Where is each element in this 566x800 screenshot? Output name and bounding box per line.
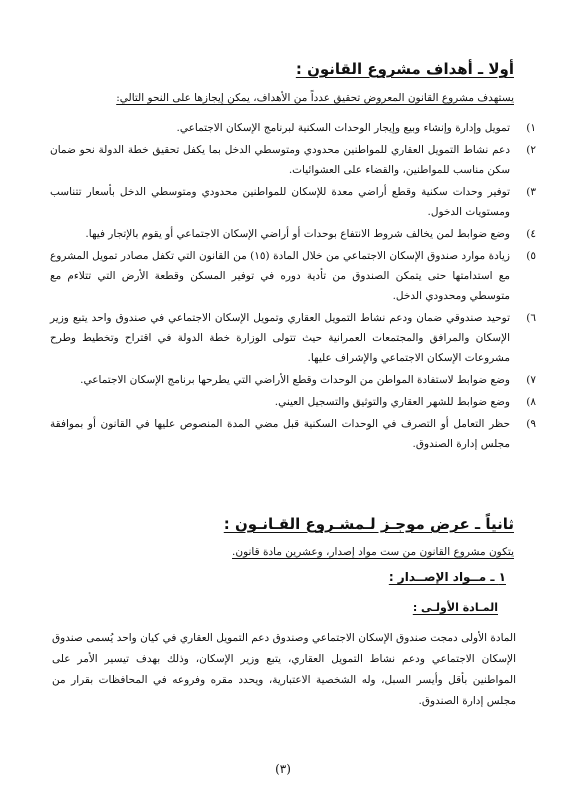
list-item: ٣) توفير وحدات سكنية وقطع أراضي معدة للإسكان للمواطنين محدودي ومتوسطي الدخل بأسعار تتناسب ومستويات الدخول. bbox=[50, 186, 536, 218]
sub-heading-issuance-articles: ١ ـ مــواد الإصــدار : bbox=[388, 570, 506, 584]
list-item: ٥) زيادة موارد صندوق الإسكان الاجتماعي من خلال المادة (١٥) من القانون التي تكفل مصادر تمويل المشروع مع استدامتها حتى يتمكن الصندوق من تأدية دوره في توفير المسكن وقطعة الأرض التي تتلاءم مع متوسطي ومحدودي الدخل. bbox=[50, 250, 536, 302]
list-item: ٨) وضع ضوابط للشهر العقاري والتوثيق والتسجيل العيني. bbox=[274, 396, 536, 408]
summary-intro: يتكون مشروع القانون من ست مواد إصدار، وعشرين مادة قانون. bbox=[232, 546, 514, 558]
list-item: ٤) وضع ضوابط لمن يخالف شروط الانتفاع بوحدات أو أراضي الإسكان الاجتماعي أو يقوم بالإتجار فيها. bbox=[85, 228, 536, 240]
list-item: ٢) دعم نشاط التمويل العقاري للمواطنين محدودي ومتوسطي الدخل بما يكفل تحقيق خطة الدولة نحو ضمان سكن مناسب للمواطنين، والقضاء على العشوائيات. bbox=[50, 144, 536, 176]
section-heading-summary: ثانياً ـ عرض موجـز لـمشـروع القـانـون : bbox=[223, 515, 514, 533]
list-item: ٩) حظر التعامل أو التصرف في الوحدات السكنية قبل مضي المدة المنصوص عليها في القانون أو بموافقة مجلس إدارة الصندوق. bbox=[50, 418, 536, 450]
list-item: ١) تمويل وإدارة وإنشاء وبيع وإيجار الوحدات السكنية لبرنامج الإسكان الاجتماعي. bbox=[176, 122, 536, 134]
list-item: ٧) وضع ضوابط لاستفادة المواطن من الوحدات وقطع الأراضي التي يطرحها برنامج الإسكان الاجتماعي. bbox=[80, 374, 536, 386]
objectives-intro: يستهدف مشروع القانون المعروض تحقيق عدداً من الأهداف، يمكن إيجازها على النحو التالي: bbox=[116, 92, 514, 104]
article-body: المادة الأولى دمجت صندوق الإسكان الاجتماعي وصندوق دعم التمويل العقاري في كيان واحد يُسمى صندوق الإسكان الاجتماعي ودعم نشاط التمويل العقاري، يتبع وزير الإسكان، وذلك بهدف تيسير الأمر على المواطنين بأقل وأيسر السبل، وله الشخصية الاعتبارية، ويحدد مقره وفروعه في المحافظات بقرار من مجلس إدارة الصندوق. bbox=[52, 632, 516, 707]
article-title: المـادة الأولـى : bbox=[412, 601, 498, 614]
page-number: (٣) bbox=[275, 762, 291, 776]
list-item: ٦) توحيد صندوقي ضمان ودعم نشاط التمويل العقاري وتمويل الإسكان الاجتماعي في صندوق واحد يتبع وزير الإسكان والمرافق والمجتمعات العمرانية حيث تتولى الوزارة خطة الدولة في اقتراح وتخطيط وطرح مشروعات الإسكان الاجتماعي والإشراف عليها. bbox=[50, 312, 536, 364]
objectives-list bbox=[50, 118, 536, 456]
section-heading-objectives: أولا ـ أهداف مشروع القانون : bbox=[295, 60, 514, 78]
